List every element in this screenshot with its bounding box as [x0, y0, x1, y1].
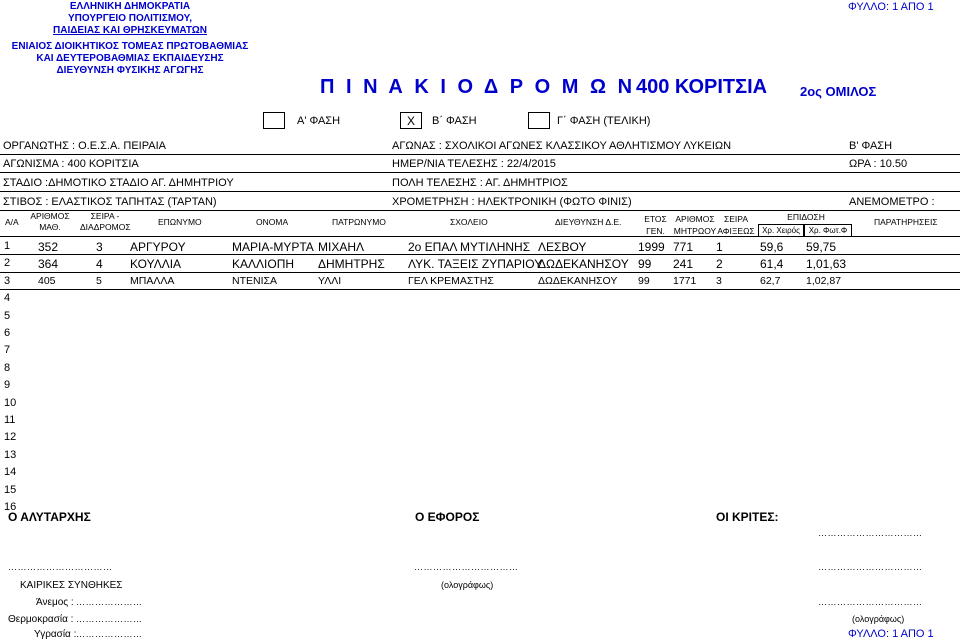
- referee-label: Ο ΑΛΥΤΑΡΧΗΣ: [8, 510, 91, 524]
- judge-line-3: ……………………………: [818, 597, 923, 607]
- cell-name: ΝΤΕΝΙΣΑ: [232, 274, 277, 287]
- judge-line-1: ……………………………: [818, 528, 923, 538]
- phase-c-label: Γ΄ ΦΑΣΗ (ΤΕΛΙΚΗ): [557, 115, 651, 127]
- cell-perf-photo: 59,75: [806, 240, 837, 254]
- cell-school: 2ο ΕΠΑΛ ΜΥΤΙΛΗΝΗΣ: [408, 240, 531, 254]
- cell-lane: 5: [96, 274, 102, 287]
- row-divider: [0, 289, 960, 290]
- city: ΠΟΛΗ ΤΕΛΕΣΗΣ : ΑΓ. ΔΗΜΗΤΡΙΟΣ: [392, 177, 568, 189]
- sheet-number-top: ΦΥΛΛΟ: 1 ΑΠΟ 1: [848, 1, 934, 13]
- time: ΩΡΑ : 10.50: [849, 158, 908, 170]
- judge-line-2: ……………………………: [818, 562, 923, 572]
- col-perf: ΕΠΙΔΟΣΗ: [787, 212, 825, 222]
- phase-a-label: Α' ΦΑΣΗ: [297, 115, 341, 127]
- phase-right: Β' ΦΑΣΗ: [849, 140, 893, 152]
- event-title: 400 ΚΟΡΙΤΣΙΑ: [636, 76, 768, 98]
- cell-order: 2: [716, 257, 723, 272]
- col-school: ΣΧΟΛΕΙΟ: [450, 217, 488, 227]
- sheet-number-bottom: ΦΥΛΛΟ: 1 ΑΠΟ 1: [848, 628, 934, 640]
- cell-perf-hand: 59,6: [760, 240, 784, 254]
- organizer: ΟΡΓΑΝΩΤΗΣ : Ο.Ε.Σ.Α. ΠΕΙΡΑΙΑ: [3, 140, 166, 152]
- header-line-4: ΕΝΙΑΙΟΣ ΔΙΟΙΚΗΤΙΚΟΣ ΤΟΜΕΑΣ ΠΡΩΤΟΒΑΘΜΙΑΣ: [11, 41, 249, 52]
- humidity-label: Υγρασία :: [34, 629, 77, 640]
- cell-surname: ΑΡΓΥΡΟΥ: [130, 240, 186, 254]
- col-order-2: ΑΦΙΞΕΩΣ: [717, 226, 755, 236]
- cell-aa: 14: [4, 466, 17, 479]
- cell-school: ΓΕΛ ΚΡΕΜΑΣΤΗΣ: [408, 274, 494, 287]
- cell-dir: ΔΩΔΕΚΑΝΗΣΟΥ: [538, 257, 629, 272]
- cell-aa: 13: [4, 448, 17, 461]
- cell-father: ΔΗΜΗΤΡΗΣ: [318, 257, 385, 272]
- wind-gauge: ΑΝΕΜΟΜΕΤΡΟ :: [849, 196, 935, 208]
- cell-aa: 5: [4, 309, 11, 322]
- cell-aa: 10: [4, 396, 17, 409]
- col-reg-1: ΑΡΙΘΜΟΣ: [30, 211, 70, 221]
- temperature-label: Θερμοκρασία :: [8, 614, 74, 625]
- cell-surname: ΚΟΥΛΛΙΑ: [130, 257, 182, 272]
- col-father: ΠΑΤΡΩΝΥΜΟ: [332, 217, 386, 227]
- stadium: ΣΤΑΔΙΟ :ΔΗΜΟΤΙΚΟ ΣΤΑΔΙΟ ΑΓ. ΔΗΜΗΤΡΙΟΥ: [3, 177, 234, 189]
- temperature-dots: …………………: [76, 614, 143, 624]
- cell-aa: 2: [4, 257, 11, 270]
- date: ΗΜΕΡ/ΝΙΑ ΤΕΛΕΣΗΣ : 22/4/2015: [392, 158, 556, 170]
- cell-perf-hand: 61,4: [760, 257, 784, 272]
- cell-aa: 1: [4, 240, 11, 252]
- event-label: ΑΓΩΝΙΣΜΑ : 400 ΚΟΡΙΤΣΙΑ: [3, 158, 139, 170]
- col-surname: ΕΠΩΝΥΜΟ: [158, 217, 202, 227]
- track: ΣΤΙΒΟΣ : ΕΛΑΣΤΙΚΟΣ ΤΑΠΗΤΑΣ (ΤΑΡΤΑΝ): [3, 196, 217, 208]
- cell-aa: 7: [4, 344, 11, 357]
- cell-aa: 11: [4, 414, 16, 426]
- wind-dots: …………………: [76, 597, 143, 607]
- humidity-dots: …………………: [76, 629, 143, 639]
- ephor-signature-note: (ολογράφως): [441, 580, 494, 590]
- col-year-1: ΕΤΟΣ: [644, 214, 667, 224]
- cell-lane: 4: [96, 257, 103, 272]
- competition: ΑΓΩΝΑΣ : ΣΧΟΛΙΚΟΙ ΑΓΩΝΕΣ ΚΛΑΣΣΙΚΟΥ ΑΘΛΗΤΙΣΜΟΥ ΛΥΚΕΙΩΝ: [392, 140, 732, 152]
- cell-year: 1999: [638, 240, 665, 254]
- cell-aa: 15: [4, 483, 17, 496]
- phase-a-checkbox[interactable]: [263, 112, 285, 129]
- col-lane-2: ΔΙΑΔΡΟΜΟΣ: [80, 222, 131, 232]
- referee-signature-line: ……………………………: [8, 562, 113, 572]
- cell-order: 3: [716, 274, 722, 287]
- col-dir: ΔΙΕΥΘΥΝΣΗ Δ.Ε.: [555, 217, 622, 227]
- header-line-6: ΔΙΕΥΘΥΝΣΗ ΦΥΣΙΚΗΣ ΑΓΩΓΗΣ: [56, 65, 204, 76]
- cell-regnum: 241: [673, 257, 694, 272]
- cell-school: ΛΥΚ. ΤΑΞΕΙΣ ΖΥΠΑΡΙΟΥ: [408, 257, 543, 272]
- col-order-1: ΣΕΙΡΑ: [724, 214, 748, 224]
- cell-aa: 12: [4, 431, 17, 444]
- cell-reg: 364: [38, 257, 59, 272]
- cell-lane: 3: [96, 240, 103, 254]
- cell-regnum: 1771: [673, 274, 697, 287]
- judges-label: ΟΙ ΚΡΙΤΕΣ:: [716, 510, 779, 524]
- header-line-1: ΕΛΛΗΝΙΚΗ ΔΗΜΟΚΡΑΤΙΑ: [69, 1, 191, 12]
- judges-signature-note: (ολογράφως): [852, 614, 905, 624]
- col-perf-hand: Χρ. Χειρός: [758, 224, 804, 237]
- col-name: ΟΝΟΜΑ: [256, 217, 289, 227]
- cell-aa: 16: [4, 501, 17, 513]
- row-divider: [0, 254, 960, 255]
- cell-dir: ΔΩΔΕΚΑΝΗΣΟΥ: [538, 274, 618, 287]
- header-line-5: ΚΑΙ ΔΕΥΤΕΡΟΒΑΘΜΙΑΣ ΕΚΠΑΙΔΕΥΣΗΣ: [36, 53, 224, 64]
- cell-order: 1: [716, 240, 723, 254]
- ephor-signature-line: ……………………………: [414, 562, 519, 572]
- phase-b-label: Β΄ ΦΑΣΗ: [432, 115, 477, 127]
- col-year-2: ΓΕΝ.: [646, 226, 665, 236]
- cell-perf-hand: 62,7: [760, 274, 781, 287]
- cell-father: ΜΙΧΑΗΛ: [318, 240, 365, 254]
- header-line-2: ΥΠΟΥΡΓΕΙΟ ΠΟΛΙΤΙΣΜΟΥ,: [68, 13, 192, 24]
- cell-father: ΥΛΛΙ: [318, 274, 342, 287]
- wind-label: Άνεμος :: [36, 597, 74, 608]
- cell-regnum: 771: [673, 240, 694, 254]
- cell-aa: 8: [4, 361, 11, 374]
- header-line-3: ΠΑΙΔΕΙΑΣ ΚΑΙ ΘΡΗΣΚΕΥΜΑΤΩΝ: [53, 25, 207, 36]
- cell-year: 99: [638, 257, 652, 272]
- ephor-label: Ο ΕΦΟΡΟΣ: [415, 510, 480, 524]
- col-reg-2: ΜΑΘ.: [39, 222, 61, 232]
- row-divider: [0, 272, 960, 273]
- cell-perf-photo: 1,02,87: [806, 274, 842, 287]
- col-notes: ΠΑΡΑΤΗΡΗΣΕΙΣ: [874, 217, 938, 227]
- cell-name: ΜΑΡΙΑ-ΜΥΡΤΑ: [232, 240, 314, 254]
- cell-surname: ΜΠΑΛΛΑ: [130, 274, 175, 287]
- col-aa: Α/Α: [5, 217, 19, 227]
- phase-c-checkbox[interactable]: [528, 112, 550, 129]
- page-title: Π Ι Ν Α Κ Ι Ο Δ Ρ Ο Μ Ω Ν: [320, 76, 636, 98]
- col-regnum-2: ΜΗΤΡΩΟΥ: [673, 226, 717, 236]
- weather-conditions-label: ΚΑΙΡΙΚΕΣ ΣΥΝΘΗΚΕΣ: [20, 580, 123, 591]
- group-label: 2ος ΟΜΙΛΟΣ: [800, 84, 877, 99]
- cell-dir: ΛΕΣΒΟΥ: [538, 240, 587, 254]
- cell-aa: 3: [4, 274, 11, 287]
- cell-year: 99: [638, 274, 650, 287]
- cell-reg: 405: [38, 274, 56, 287]
- timing: ΧΡΟΜΕΤΡΗΣΗ : ΗΛΕΚΤΡΟΝΙΚΗ (ΦΩΤΟ ΦΙΝΙΣ): [392, 196, 632, 208]
- col-perf-photo: Χρ. Φωτ.Φ: [804, 224, 852, 237]
- cell-name: ΚΑΛΛΙΟΠΗ: [232, 257, 295, 272]
- cell-aa: 9: [4, 379, 11, 392]
- cell-aa: 6: [4, 327, 11, 339]
- col-lane-1: ΣΕΙΡΑ -: [90, 211, 120, 221]
- phase-b-checkbox[interactable]: Χ: [400, 112, 422, 129]
- col-regnum-1: ΑΡΙΘΜΟΣ: [675, 214, 715, 224]
- cell-aa: 4: [4, 292, 11, 305]
- cell-reg: 352: [38, 240, 59, 254]
- cell-perf-photo: 1,01,63: [806, 257, 847, 272]
